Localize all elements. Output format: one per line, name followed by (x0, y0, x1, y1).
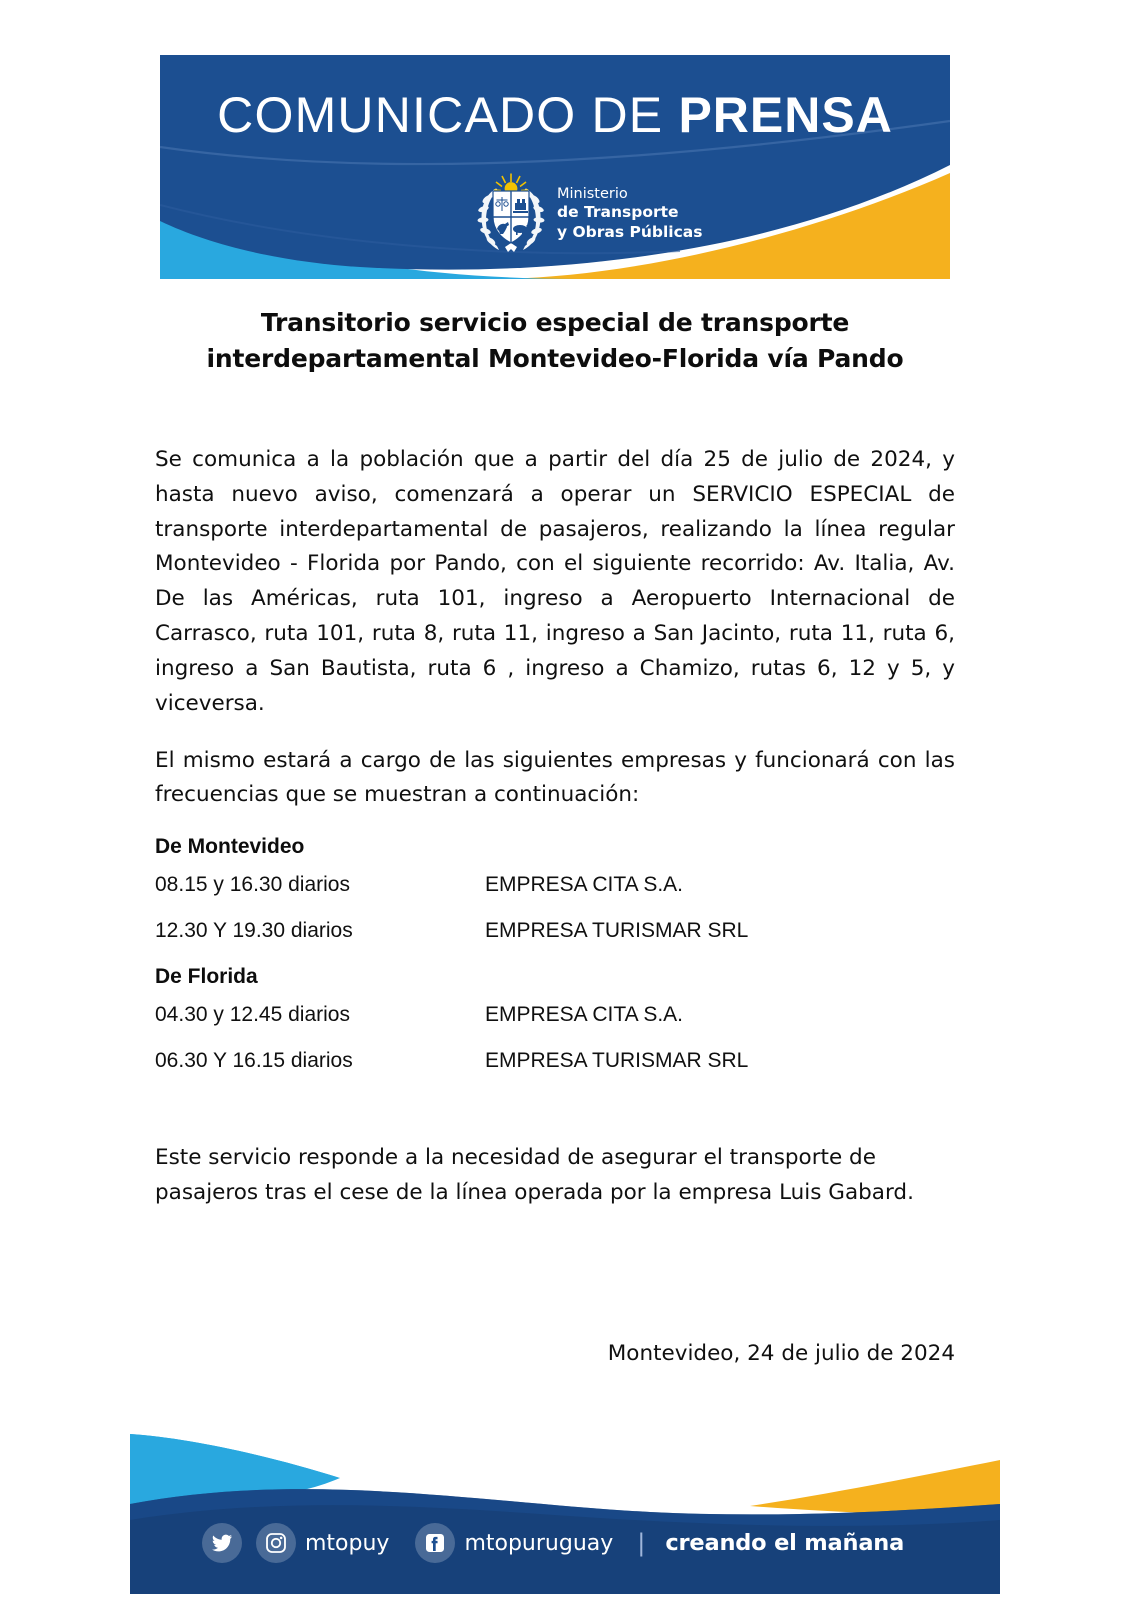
schedule-heading-florida: De Florida (155, 965, 258, 989)
facebook-icon[interactable] (415, 1523, 455, 1563)
facebook-handle[interactable]: mtopuruguay (464, 1530, 614, 1556)
table-row (155, 1049, 955, 1073)
schedule-heading-montevideo: De Montevideo (155, 835, 305, 859)
ministry-line-1: Ministerio (557, 185, 628, 202)
footer-slogan: creando el mañana (665, 1530, 905, 1556)
header-title-light: COMUNICADO DE (217, 87, 679, 143)
footer-banner (130, 1408, 1000, 1594)
spacer (155, 1095, 955, 1141)
schedule-company: EMPRESA CITA S.A. (485, 1003, 684, 1027)
twitter-icon[interactable] (202, 1523, 242, 1563)
uruguay-coat-of-arms-icon (475, 173, 547, 255)
table-row (155, 873, 955, 897)
schedule-company: EMPRESA TURISMAR SRL (485, 919, 749, 943)
ministry-name (557, 185, 703, 243)
paragraph-intro: Se comunica a la población que a partir del día 25 de julio de 2024, y hasta nuevo aviso, comenzará a operar un SERVICIO ESPECIAL de transporte interdepartamental de pasajeros, realizando la línea regular Montevideo - Florida por Pando, con el siguiente recorrido: Av. Italia, Av. De las Américas, ruta 101, ingreso a Aeropuerto Internacional de Carrasco, ruta 101, ruta 8, ruta 11, ingreso a San Jacinto, ruta 11, ruta 6, ingreso a San Bautista, ruta 6 , ingreso a Chamizo, rutas 6, 12 y 5, y viceversa. (155, 447, 955, 716)
paragraph-closing: Este servicio responde a la necesidad de asegurar el transporte de pasajeros tras el cese de la línea operada por la empresa Luis Gabard. (155, 1145, 914, 1206)
ministry-line-2: de Transporte (557, 203, 679, 222)
footer-divider: | (637, 1529, 646, 1557)
paragraph-companies: El mismo estará a cargo de las siguientes empresas y funcionará con las frecuencias que se muestran a continuación: (155, 747, 955, 808)
schedule-times: 12.30 Y 19.30 diarios (155, 919, 353, 943)
schedule-company: EMPRESA TURISMAR SRL (485, 1049, 749, 1073)
table-row (155, 1003, 955, 1027)
document-body (155, 443, 955, 1211)
schedule-times: 06.30 Y 16.15 diarios (155, 1049, 353, 1073)
schedule-times: 04.30 y 12.45 diarios (155, 1003, 350, 1027)
header-banner (160, 55, 950, 279)
header-title-bold: PRENSA (678, 87, 893, 143)
instagram-icon[interactable] (256, 1523, 296, 1563)
ministry-lockup (475, 173, 703, 255)
table-row (155, 919, 955, 943)
footer-social-bar (130, 1512, 1000, 1574)
schedule-company: EMPRESA CITA S.A. (485, 873, 684, 897)
ministry-line-3: y Obras Públicas (557, 223, 703, 242)
schedule-times: 08.15 y 16.30 diarios (155, 873, 350, 897)
document-date: Montevideo, 24 de julio de 2024 (607, 1341, 955, 1366)
page-title: Transitorio servicio especial de transporte interdepartamental Montevideo-Florida vía Pando (206, 308, 904, 374)
instagram-handle[interactable]: mtopuy (305, 1530, 390, 1556)
